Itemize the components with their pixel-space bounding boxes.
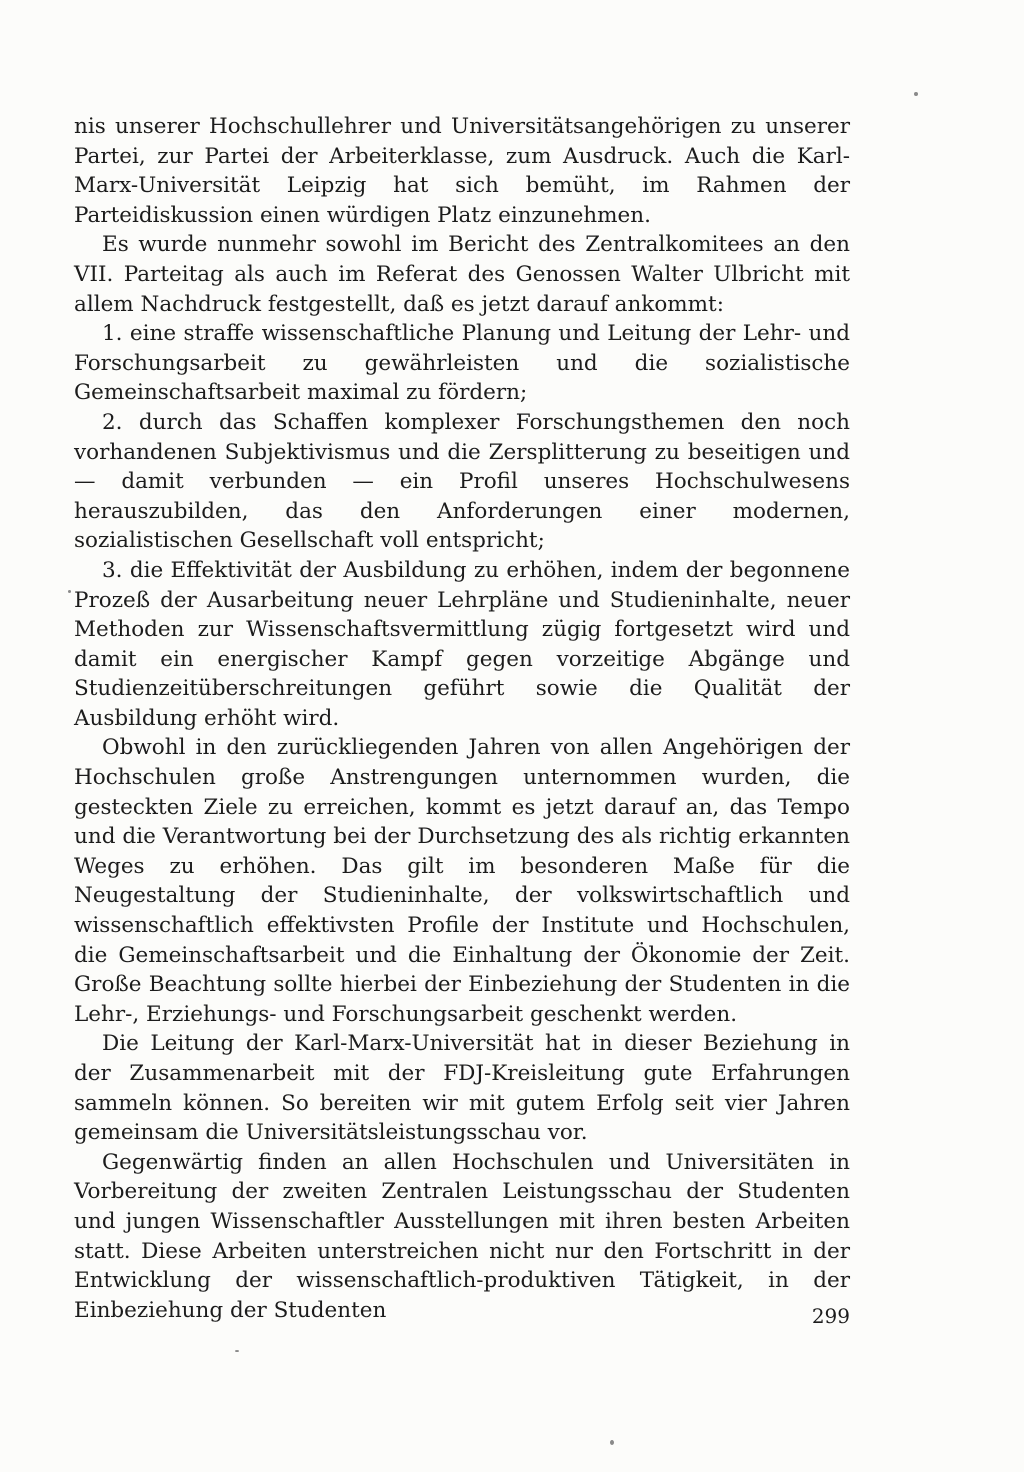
scan-speck (914, 92, 918, 96)
page-number: 299 (811, 1304, 850, 1328)
paragraph: Die Leitung der Karl-Marx-Universität hat in dieser Beziehung in der Zusammenarbeit mit der FDJ-Kreisleitung gute Erfahrungen sammeln können. So bereiten wir mit gutem Erfolg seit vier Jahren gemeinsam die Universitätsleistungsschau vor. (74, 1031, 850, 1146)
scan-speck (68, 590, 71, 593)
paragraph: Es wurde nunmehr sowohl im Bericht des Zentralkomitees an den VII. Parteitag als auch im Referat des Genossen Walter Ulbricht mit allem Nachdruck festgestellt, daß es jetzt darauf ankommt: (74, 232, 850, 317)
list-item-2: 2. durch das Schaffen komplexer Forschungsthemen den noch vorhandenen Subjektivismus und die Zersplitterung zu beseitigen und — damit verbunden — ein Profil unseres Hochschulwesens herauszubilden, das den Anforderungen einer modernen, sozialistischen Gesellschaft voll entspricht; (74, 409, 850, 554)
scan-speck (235, 1350, 239, 1352)
list-item-3: 3. die Effektivität der Ausbildung zu erhöhen, indem der begonnene Prozeß der Ausarbeitung neuer Lehrpläne und Studieninhalte, neuer Methoden zur Wissenschaftsvermittlung zügig fortgesetzt wird und damit ein energischer Kampf gegen vorzeitige Abgänge und Studienzeitüberschreitungen geführt sowie die Qualität der Ausbildung erhöht wird. (74, 557, 850, 731)
paragraph: Gegenwärtig finden an allen Hochschulen und Universitäten in Vorbereitung der zweiten Zentralen Leistungsschau der Studenten und jungen Wissenschaftler Ausstellungen mit ihren besten Arbeiten statt. Diese Arbeiten unterstreichen nicht nur den Fortschritt in der Entwicklung der wissenschaftlich-produktiven Tätigkeit, in der Einbeziehung der Studenten (74, 1149, 850, 1323)
paragraph-continuation: nis unserer Hochschullehrer und Universitätsangehörigen zu unserer Partei, zur Partei der Arbeiterklasse, zum Ausdruck. Auch die Karl-Marx-Universität Leipzig hat sich bemüht, im Rahmen der Parteidiskussion einen würdigen Platz einzunehmen. (74, 114, 850, 228)
paragraph: Obwohl in den zurückliegenden Jahren von allen Angehörigen der Hochschulen große Anstrengungen unternommen wurden, die gesteckten Ziele zu erreichen, kommt es jetzt darauf an, das Tempo und die Verantwortung bei der Durchsetzung des als richtig erkannten Weges zu erhöhen. Das gilt im besonderen Maße für die Neugestaltung der Studieninhalte, der volkswirtschaftlich und wissenschaftlich effektivsten Profile der Institute und Hochschulen, die Gemeinschaftsarbeit und die Einhaltung der Ökonomie der Zeit. Große Beachtung sollte hierbei der Einbeziehung der Studenten in die Lehr-, Erziehungs- und Forschungsarbeit geschenkt werden. (74, 735, 850, 1027)
scan-speck (610, 1440, 614, 1445)
list-item-1: 1. eine straffe wissenschaftliche Planung und Leitung der Lehr- und Forschungsarbeit zu gewährleisten und die sozialistische Gemeinschaftsarbeit maximal zu fördern; (74, 321, 850, 406)
body-text (74, 112, 850, 1325)
